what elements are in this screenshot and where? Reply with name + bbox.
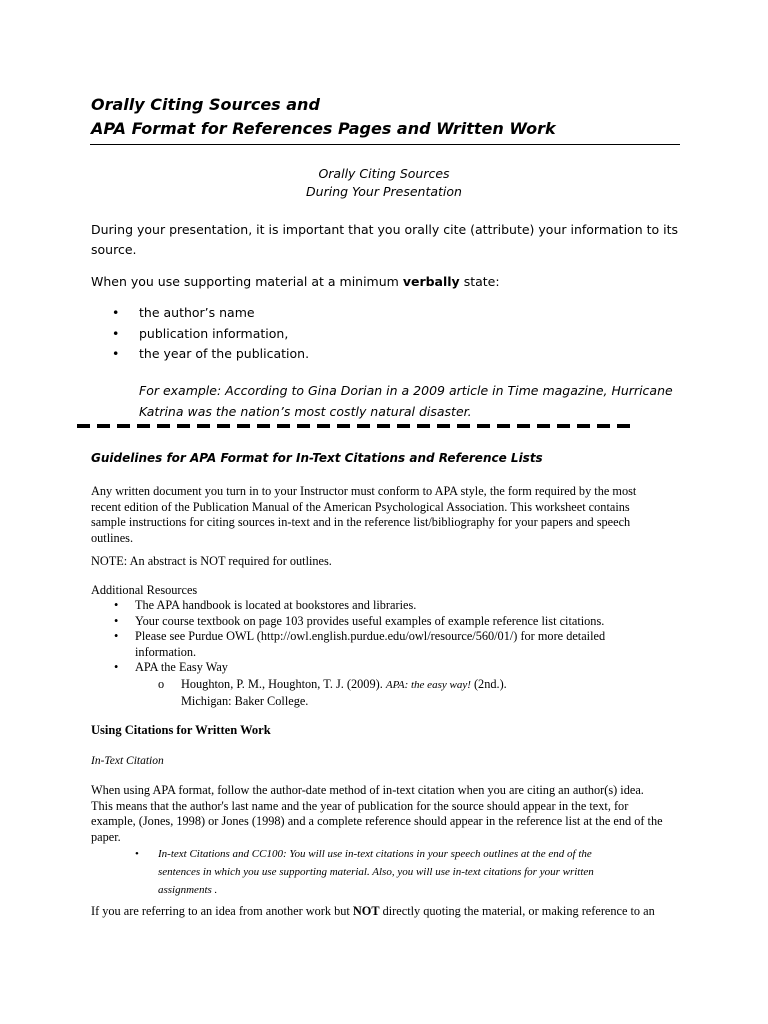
oral-intro-paragraph bbox=[91, 220, 681, 260]
example-line-2: Katrina was the nation’s most costly natural disaster. bbox=[139, 404, 472, 419]
list-item bbox=[158, 677, 507, 709]
apa-intro-line: sample instructions for citing sources in-text and in the reference list/bibliography for your papers and speech bbox=[91, 515, 631, 529]
oral-example bbox=[139, 380, 679, 422]
document-title bbox=[91, 93, 691, 141]
state-suffix: state: bbox=[459, 274, 500, 289]
apa-intro-line: Any written document you turn in to your Instructor must conform to APA style, the form required by the most bbox=[91, 484, 637, 498]
in-text-line: This means that the author's last name and the year of publication for the source should appear in the text, for bbox=[91, 798, 629, 813]
oral-heading-line-1: Orally Citing Sources bbox=[318, 166, 450, 181]
referring-paragraph bbox=[91, 904, 686, 920]
title-underline bbox=[90, 144, 680, 145]
cc100-text bbox=[135, 845, 655, 899]
cc100-label: In-text Citations and CC100 bbox=[158, 848, 283, 860]
apa-easy-way-sublist bbox=[158, 677, 507, 709]
cc100-line-3: assignments . bbox=[158, 884, 218, 896]
written-work-heading: Using Citations for Written Work bbox=[91, 723, 271, 737]
list-item: • APA the Easy Way bbox=[114, 660, 634, 676]
in-text-line: paper. bbox=[91, 829, 121, 844]
title-line-2: APA Format for References Pages and Written Work bbox=[91, 119, 556, 138]
list-item: • The APA handbook is located at bookstores and libraries. bbox=[114, 598, 634, 614]
list-item: • Your course textbook on page 103 provides useful examples of example reference list citations. bbox=[114, 614, 634, 630]
cc100-line-1: : You will use in-text citations in your speech outlines at the end of the bbox=[282, 848, 592, 860]
cc100-line-2: sentences in which you use supporting material. Also, you will use in-text citations for your written bbox=[158, 866, 594, 878]
list-item: • the author’s name bbox=[112, 303, 309, 324]
oral-heading-line-2: During Your Presentation bbox=[306, 184, 462, 199]
purdue-owl-text: Please see Purdue OWL (http://owl.english.purdue.edu/owl/resource/560/01/) for more detailed bbox=[135, 629, 606, 643]
in-text-line: example, (Jones, 1998) or Jones (1998) and a complete reference should appear in the reference list at the end of the bbox=[91, 814, 663, 828]
apa-guidelines-heading: Guidelines for APA Format for In-Text Citations and Reference Lists bbox=[91, 451, 543, 465]
referring-suffix: directly quoting the material, or making reference to an bbox=[379, 904, 655, 918]
purdue-owl-text-cont: information. bbox=[135, 644, 197, 659]
list-item: • publication information, bbox=[112, 324, 309, 345]
in-text-citation-heading: In-Text Citation bbox=[91, 755, 164, 767]
additional-resources-label: Additional Resources bbox=[91, 583, 198, 597]
list-item: • the year of the publication. bbox=[112, 344, 309, 365]
list-item bbox=[114, 629, 634, 660]
state-bold-word: verbally bbox=[402, 274, 460, 289]
dashed-divider bbox=[77, 424, 634, 428]
sub-title: APA: the easy way! bbox=[385, 679, 471, 691]
oral-section-heading bbox=[0, 165, 768, 201]
apa-intro-paragraph bbox=[91, 484, 686, 546]
bullet-dot: • bbox=[135, 848, 139, 860]
resources-list bbox=[114, 598, 634, 676]
oral-intro-line-2: source. bbox=[91, 242, 137, 257]
cc100-note bbox=[135, 845, 655, 899]
sub-publisher: Michigan: Baker College. bbox=[181, 693, 309, 708]
title-line-1: Orally Citing Sources and bbox=[91, 95, 320, 114]
state-prefix: When you use supporting material at a minimum bbox=[91, 274, 403, 289]
apa-intro-line: outlines. bbox=[91, 530, 134, 545]
referring-bold: NOT bbox=[352, 904, 380, 918]
sub-authors: Houghton, P. M., Houghton, T. J. (2009). bbox=[181, 677, 386, 691]
oral-bullet-list bbox=[112, 303, 309, 365]
in-text-paragraph bbox=[91, 783, 686, 845]
example-line-1: For example: According to Gina Dorian in a 2009 article in Time magazine, Hurricane bbox=[139, 383, 673, 398]
oral-intro-line-1: During your presentation, it is important that you orally cite (attribute) your information to its bbox=[91, 222, 678, 237]
sub-edition: (2nd.). bbox=[470, 677, 507, 691]
abstract-note: NOTE: An abstract is NOT required for outlines. bbox=[91, 554, 332, 568]
apa-intro-line: recent edition of the Publication Manual of the American Psychological Association. This worksheet contains bbox=[91, 499, 630, 514]
referring-prefix: If you are referring to an idea from another work but bbox=[91, 904, 353, 918]
in-text-line: When using APA format, follow the author-date method of in-text citation when you are citing an author(s) idea. bbox=[91, 783, 644, 797]
verbally-state-paragraph bbox=[91, 272, 681, 292]
